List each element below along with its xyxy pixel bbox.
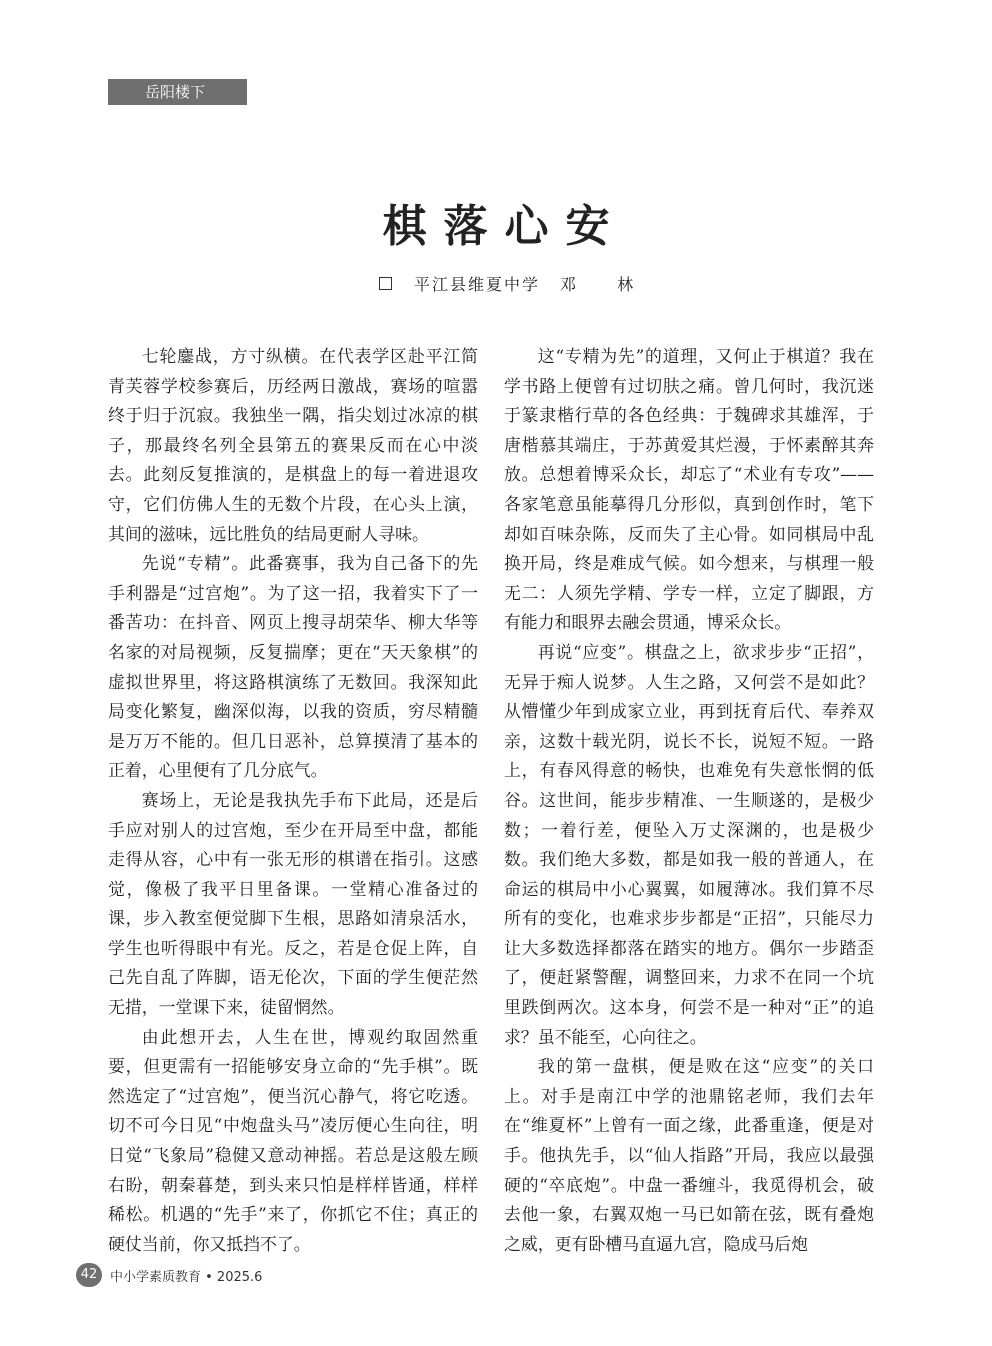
- author-school: 平江县维夏中学: [414, 274, 541, 294]
- page-footer: [76, 1262, 262, 1288]
- square-bullet-icon: [379, 277, 392, 290]
- paragraph: 再说“应变”。棋盘之上，欲求步步“正招”，无异于痴人说梦。人生之路，又何尝不是如此？从懵懂少年到成家立业，再到抚育后代、奉养双亲，这数十载光阴，说长不长，说短不短。一路上，有春风得意的畅快，也难免有失意怅惘的低谷。这世间，能步步精准、一生顺遂的，是极少数；一着行差，便坠入万丈深渊的，也是极少数。我们绝大多数，都是如我一般的普通人，在命运的棋局中小心翼翼，如履薄冰。我们算不尽所有的变化，也难求步步都是“正招”，只能尽力让大多数选择都落在踏实的地方。偶尔一步踏歪了，便赶紧警醒，调整回来，力求不在同一个坑里跌倒两次。这本身，何尝不是一种对“正”的追求？虽不能至，心向往之。: [504, 641, 874, 1047]
- paragraph: 七轮鏖战，方寸纵横。在代表学区赴平江简青芙蓉学校参赛后，历经两日激战，赛场的喧嚣终于归于沉寂。我独坐一隅，指尖划过冰凉的棋子，那最终名列全县第五的赛果反而在心中淡去。此刻反复推演的，是棋盘上的每一着进退攻守，它们仿佛人生的无数个片段，在心头上演，其间的滋味，远比胜负的结局更耐人寻味。: [108, 346, 478, 544]
- paragraph: 由此想开去，人生在世，博观约取固然重要，但更需有一招能够安身立命的“先手棋”。既然选定了“过宫炮”，便当沉心静气，将它吃透。切不可今日见“中炮盘头马”凌厉便心生向往，明日觉“飞象局”稳健又意动神摇。若总是这般左顾右盼，朝秦暮楚，到头来只怕是样样皆通，样样稀松。机遇的“先手”来了，你抓它不住；真正的硬仗当前，你又抵挡不了。: [108, 1026, 478, 1254]
- body-column-right: [504, 342, 874, 1259]
- author-name: 邓 林: [560, 274, 652, 294]
- publication-info: 中小学素质教育 • 2025.6: [110, 1269, 263, 1285]
- body-column-left: [108, 342, 478, 1259]
- section-label: 岳阳楼下: [108, 79, 247, 105]
- paragraph: 这“专精为先”的道理，又何止于棋道？我在学书路上便曾有过切肤之痛。曾几何时，我沉迷于篆隶楷行草的各色经典：于魏碑求其雄浑，于唐楷慕其端庄，于苏黄爱其烂漫，于怀素醉其奔放。总想着博采众长，却忘了“术业有专攻”——各家笔意虽能摹得几分形似，真到创作时，笔下却如百味杂陈，反而失了主心骨。如同棋局中乱换开局，终是难成气候。如今想来，与棋理一般无二：人须先学精、学专一样，立定了脚跟，方有能力和眼界去融会贯通，博采众长。: [504, 346, 874, 633]
- article-title: 棋落心安: [382, 201, 627, 252]
- page-number: 42: [76, 1263, 102, 1287]
- byline: [379, 271, 651, 295]
- paragraph: 我的第一盘棋，便是败在这“应变”的关口上。对手是南江中学的池鼎铭老师，我们去年在“维夏杯”上曾有一面之缘，此番重逢，便是对手。他执先手，以“仙人指路”开局，我应以最强硬的“卒底炮”。中盘一番缠斗，我觅得机会，破去他一象，右翼双炮一马已如箭在弦，既有叠炮之威，更有卧槽马直逼九宫，隐成马后炮: [504, 1056, 874, 1254]
- paragraph: 赛场上，无论是我执先手布下此局，还是后手应对别人的过宫炮，至少在开局至中盘，都能走得从容，心中有一张无形的棋谱在指引。这感觉，像极了我平日里备课。一堂精心准备过的课，步入教室便觉脚下生根，思路如清泉活水，学生也听得眼中有光。反之，若是仓促上阵，自己先自乱了阵脚，语无伦次，下面的学生便茫然无措，一堂课下来，徒留惘然。: [108, 789, 478, 1018]
- paragraph: 先说“专精”。此番赛事，我为自己备下的先手利器是“过宫炮”。为了这一招，我着实下了一番苦功：在抖音、网页上搜寻胡荣华、柳大华等名家的对局视频，反复揣摩；更在“天天象棋”的虚拟世界里，将这路棋演练了无数回。我深知此局变化繁复，幽深似海，以我的资质，穷尽精髓是万万不能的。但几日恶补，总算摸清了基本的正着，心里便有了几分底气。: [108, 553, 478, 781]
